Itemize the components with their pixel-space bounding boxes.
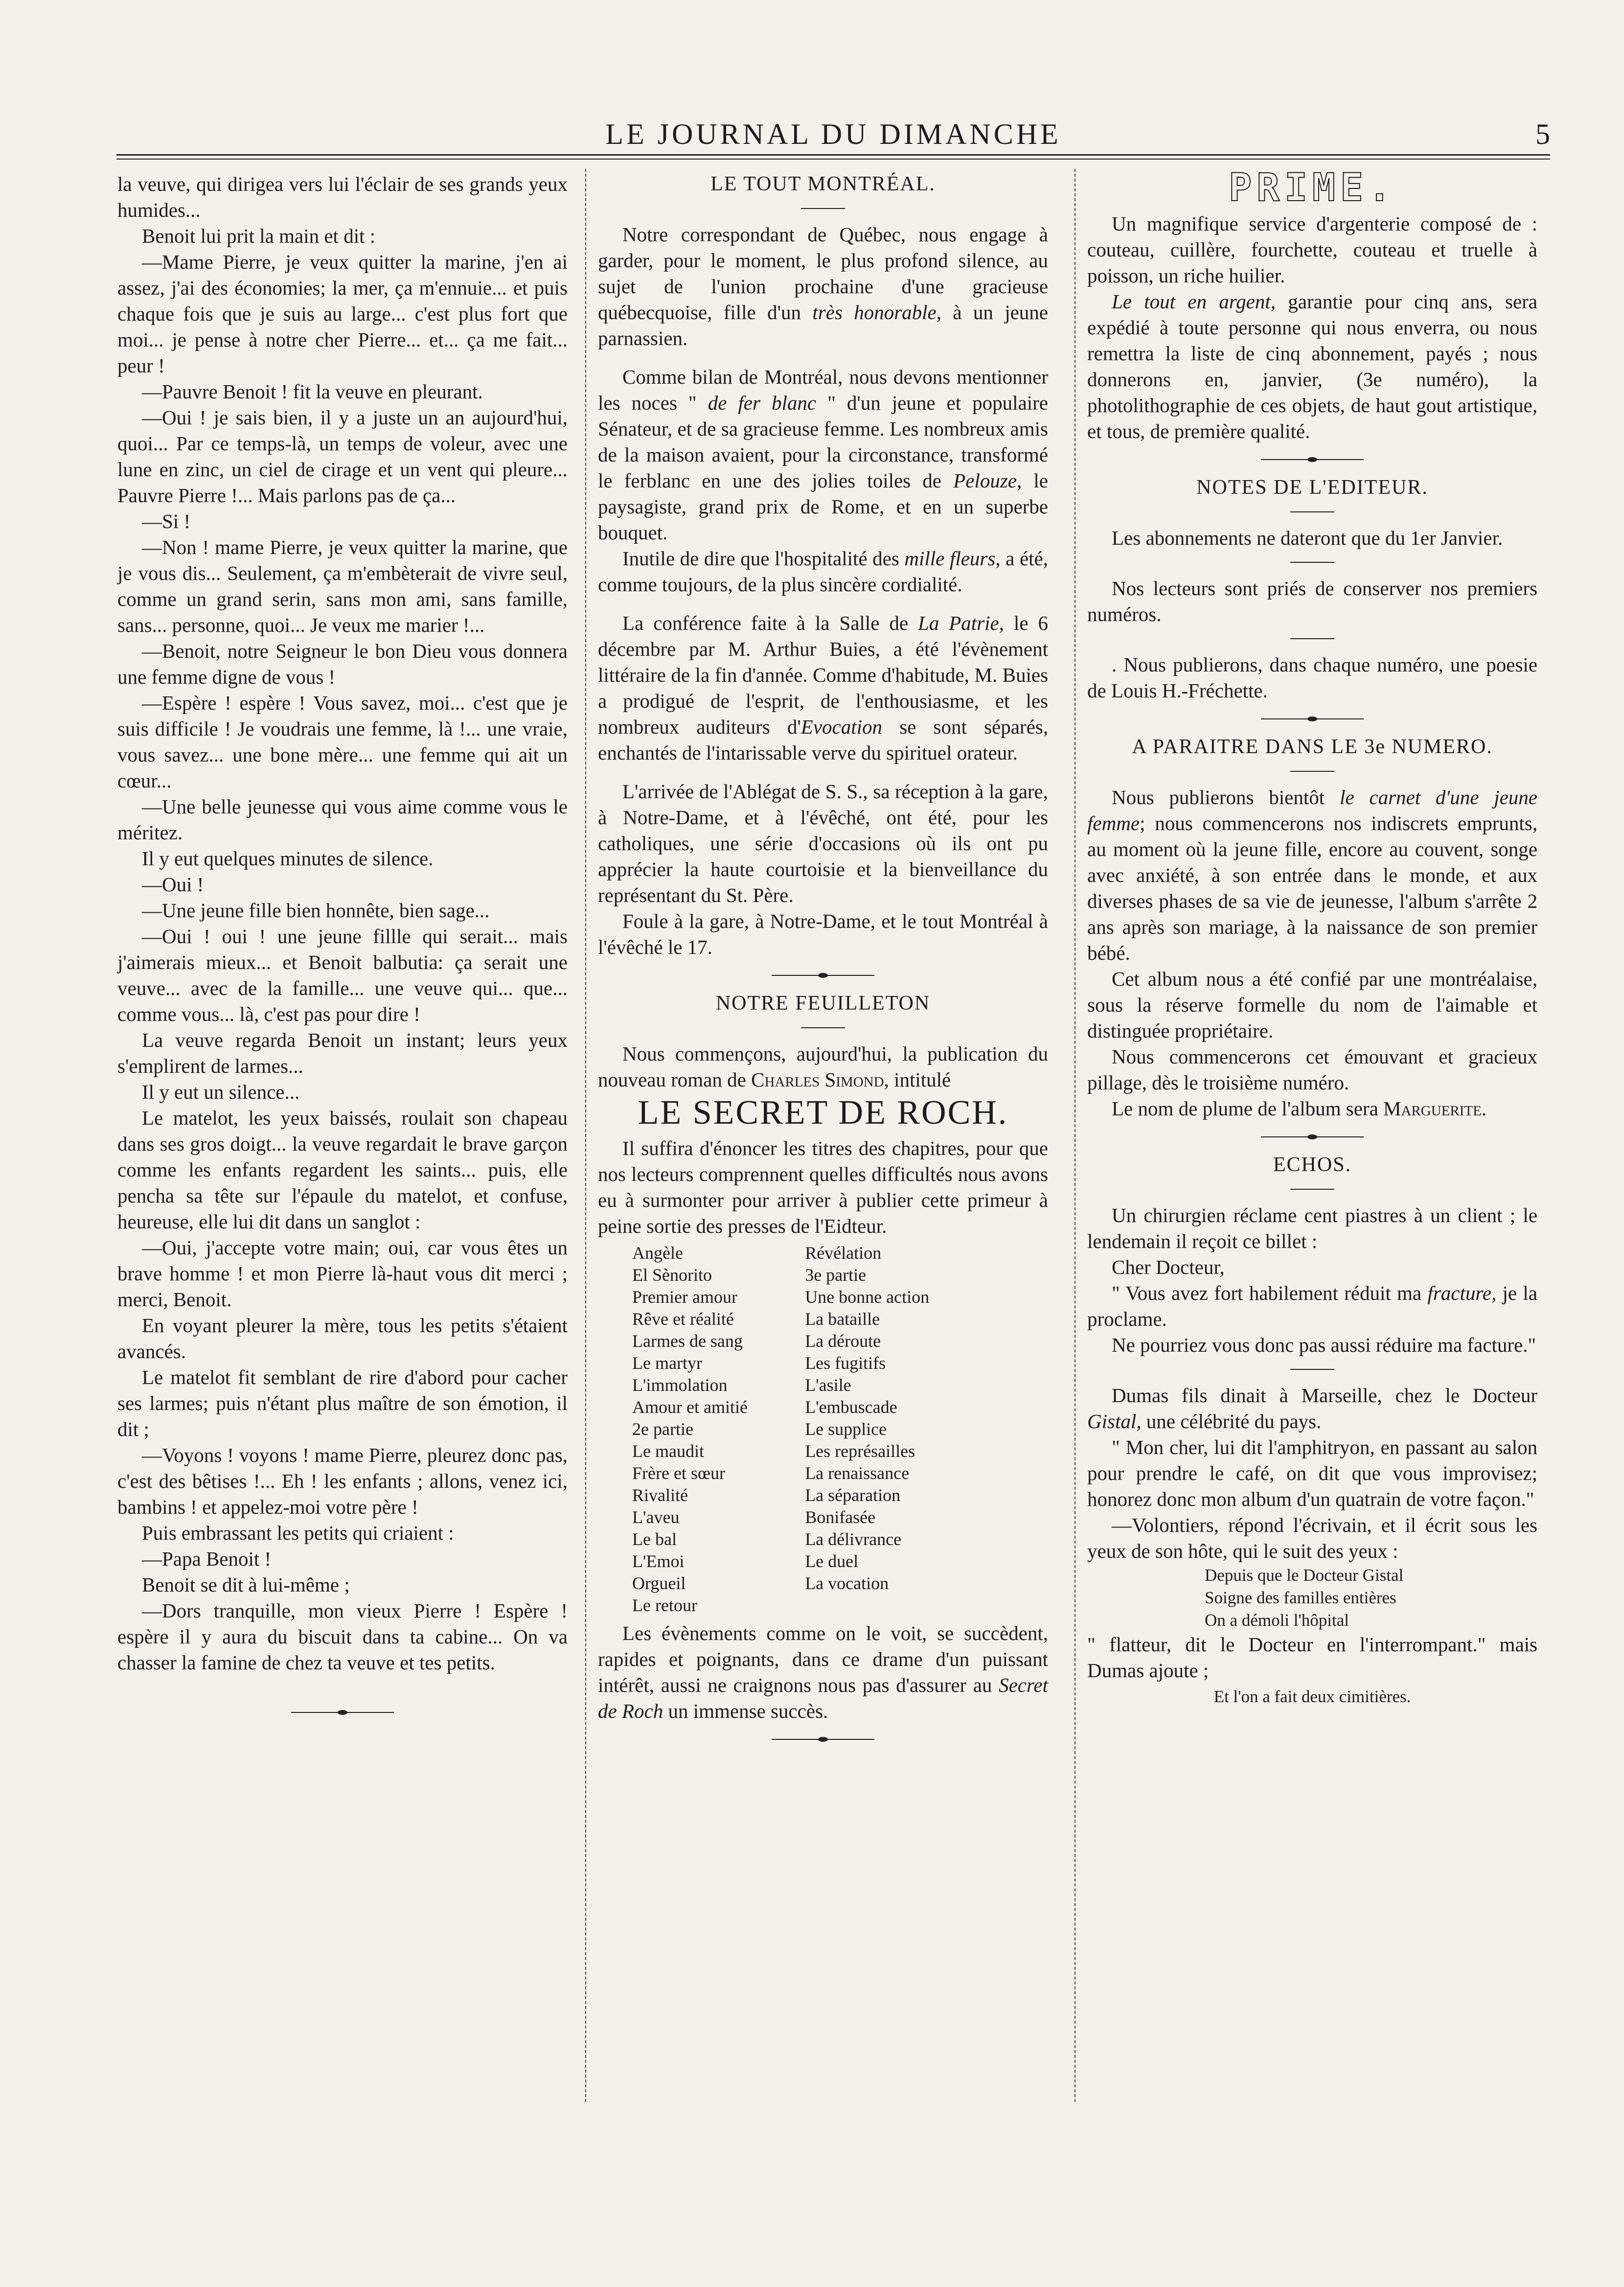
masthead bbox=[116, 117, 1550, 157]
chapter-title: La délivrance bbox=[805, 1529, 902, 1549]
paragraph: Un magnifique service d'argenterie composé de : couteau, cuillère, fourchette, couteau et truelle à poisson, un riche huilier. bbox=[1087, 212, 1537, 287]
paragraph: —Mame Pierre, je veux quitter la marine, j'en ai assez, j'ai des économies; la mer, ça m'ennuie... et puis chaque fois que je suis au large... c'est plus fort que moi... je pense à notre cher Pierre... et... ça me fait... peur ! bbox=[117, 251, 568, 377]
paragraph: Dumas fils dinait à Marseille, chez le Docteur Gistal, une célébrité du pays. bbox=[1087, 1384, 1537, 1432]
paragraph: Notre correspondant de Québec, nous engage à garder, pour le moment, le plus profond silence, au sujet de l'union prochaine d'une gracieuse québecquoise, fille d'un très honorable, à un jeune parnassien. bbox=[598, 223, 1048, 349]
paragraph: —Voyons ! voyons ! mame Pierre, pleurez donc pas, c'est des bêtises !... Eh ! les enfants ; allons, venez ici, bambins ! et appelez-moi votre père ! bbox=[117, 1444, 568, 1518]
chapter-title: Frère et sœur bbox=[632, 1463, 725, 1483]
paragraph: Inutile de dire que l'hospitalité des mille fleurs, a été, comme toujours, de la plus sincère cordialité. bbox=[598, 547, 1048, 596]
paragraph: Il y eut quelques minutes de silence. bbox=[142, 847, 434, 870]
section-heading-notes: NOTES DE L'EDITEUR. bbox=[1196, 476, 1428, 499]
chapter-row bbox=[598, 1528, 1048, 1550]
paragraph: —Non ! mame Pierre, je veux quitter la marine, que je vous dis... Seulement, ça m'embèterait de vivre seul, comme un grand serin, sans mon ami, sans famille, sans... personne, quoi... Je veux me marier !... bbox=[117, 536, 568, 636]
paragraph: —Dors tranquille, mon vieux Pierre ! Espère ! espère il y aura du biscuit dans ta cabine... On va chasser la famine de chez ta veuve et tes petits. bbox=[117, 1599, 568, 1674]
chapter-title: Les représailles bbox=[805, 1441, 915, 1461]
paragraph: —Pauvre Benoit ! fit la veuve en pleurant. bbox=[142, 380, 483, 403]
paragraph: —Benoit, notre Seigneur le bon Dieu vous donnera une femme digne de vous ! bbox=[117, 640, 568, 688]
paragraph: —Oui ! bbox=[142, 873, 204, 896]
chapter-row bbox=[598, 1440, 1048, 1462]
chapter-title: La renaissance bbox=[805, 1463, 910, 1483]
ornament-divider bbox=[1261, 1134, 1364, 1139]
chapter-title: Rivalité bbox=[632, 1485, 688, 1505]
chapter-row bbox=[598, 1506, 1048, 1528]
paragraph: Benoit se dit à lui-même ; bbox=[142, 1573, 350, 1596]
paragraph: Nos lecteurs sont priés de conserver nos premiers numéros. bbox=[1087, 577, 1537, 625]
chapter-title: Angèle bbox=[632, 1243, 683, 1263]
paragraph: —Volontiers, répond l'écrivain, et il écrit sous les yeux de son hôte, qui le suit des yeux : bbox=[1087, 1514, 1537, 1562]
chapter-row bbox=[598, 1286, 1048, 1308]
paragraph: Nous commencerons cet émouvant et gracieux pillage, dès le troisième numéro. bbox=[1087, 1045, 1537, 1094]
chapter-title: Rêve et réalité bbox=[632, 1309, 734, 1329]
chapter-title: Le martyr bbox=[632, 1353, 702, 1373]
paragraph: . Nous publierons, dans chaque numéro, une poesie de Louis H.-Fréchette. bbox=[1087, 653, 1537, 702]
chapter-title bbox=[805, 1594, 1048, 1617]
page-number: 5 bbox=[1535, 118, 1550, 150]
paragraph: —Oui ! je sais bien, il y a juste un an aujourd'hui, quoi... Par ce temps-là, un temps de voleur, avec une lune en zinc, un ciel de cirage et un vent qui pleure... Pauvre Pierre !... Mais parlons pas de ça... bbox=[117, 406, 568, 507]
chapter-title: L'aveu bbox=[632, 1507, 680, 1527]
paragraph: Cher Docteur, bbox=[1112, 1256, 1225, 1278]
chapter-row bbox=[598, 1594, 1048, 1617]
short-divider bbox=[801, 208, 845, 209]
paragraph: Les abonnements ne dateront que du 1er Janvier. bbox=[1112, 527, 1503, 549]
section-heading-feuilleton: NOTRE FEUILLETON bbox=[715, 992, 931, 1015]
chapter-title: El Sènorito bbox=[632, 1265, 712, 1285]
paragraph: Il suffira d'énoncer les titres des chapitres, pour que nos lecteurs comprennent quelles difficultés nous avons eu à surmonter pour arriver à publier cette primeur à peine sortie des presses de l'Eidteur. bbox=[598, 1137, 1048, 1237]
ornament-divider bbox=[1261, 457, 1364, 462]
chapter-title: L'asile bbox=[805, 1375, 851, 1395]
short-divider bbox=[1290, 562, 1334, 563]
paragraph: Le matelot, les yeux baissés, roulait son chapeau dans ses gros doigt... la veuve regardait le brave garçon comme les enfants regardent les saints... puis, elle pencha sa tête sur l'épaule du matelot, et confuse, heureuse, elle lui dit dans un sanglot : bbox=[117, 1107, 568, 1233]
paragraph: " Vous avez fort habilement réduit ma fracture, je la proclame. bbox=[1087, 1282, 1537, 1330]
chapter-row bbox=[598, 1242, 1048, 1264]
prime-heading: PRIME. bbox=[1229, 166, 1396, 210]
chapter-title: 3e partie bbox=[805, 1265, 867, 1285]
chapter-title: La séparation bbox=[805, 1485, 901, 1505]
chapter-title: Le duel bbox=[805, 1551, 859, 1571]
paragraph: Le nom de plume de l'album sera Marguerite. bbox=[1112, 1097, 1487, 1120]
chapter-title: L'Emoi bbox=[632, 1551, 685, 1571]
header-rule bbox=[116, 154, 1550, 160]
paragraph: " Mon cher, lui dit l'amphitryon, en passant au salon pour prendre le café, on dit que vous improvisez; honorez donc mon album d'un quatrain de votre façon." bbox=[1087, 1436, 1537, 1510]
paragraph: " flatteur, dit le Docteur en l'interrompant." mais Dumas ajoute ; bbox=[1087, 1633, 1537, 1682]
chapter-row bbox=[598, 1572, 1048, 1594]
paragraph: la veuve, qui dirigea vers lui l'éclair de ses grands yeux humides... bbox=[117, 173, 568, 221]
chapter-title: Amour et amitié bbox=[632, 1397, 748, 1417]
verse-line: On a démoli l'hôpital bbox=[1205, 1611, 1350, 1630]
column-prime-notes-echos bbox=[1087, 166, 1537, 1709]
chapter-title: La vocation bbox=[805, 1573, 889, 1593]
paragraph: Benoit lui prit la main et dit : bbox=[142, 225, 376, 247]
paragraph: Cet album nous a été confié par une montréalaise, sous la réserve formelle du nom de l'aimable et distinguée propriétaire. bbox=[1087, 968, 1537, 1042]
chapter-title: Orgueil bbox=[632, 1573, 686, 1593]
paragraph: —Une belle jeunesse qui vous aime comme vous le méritez. bbox=[117, 795, 568, 844]
chapter-title: L'embuscade bbox=[805, 1397, 897, 1417]
chapter-row bbox=[598, 1352, 1048, 1374]
ornament-divider bbox=[772, 1737, 874, 1742]
short-divider bbox=[1290, 1369, 1334, 1370]
chapter-title: La bataille bbox=[805, 1309, 880, 1329]
paragraph: Comme bilan de Montréal, nous devons mentionner les noces " de fer blanc " d'un jeune et populaire Sénateur, et de sa gracieuse femme. Les nombreux amis de la maison avaient, pour la circonstance, transformé le ferblanc en une des jolies toiles de Pelouze, le paysagiste, grand prix de Rome, et en un superbe bouquet. bbox=[598, 366, 1048, 544]
short-divider bbox=[801, 1027, 845, 1028]
chapter-list bbox=[598, 1242, 1048, 1617]
short-divider bbox=[1290, 638, 1334, 639]
chapter-title: Le bal bbox=[632, 1529, 677, 1549]
chapter-title: 2e partie bbox=[632, 1419, 693, 1439]
verse-line: Soigne des familles entières bbox=[1205, 1588, 1396, 1607]
paragraph: Nous commençons, aujourd'hui, la publication du nouveau roman de Charles Simond, intitulé bbox=[598, 1042, 1048, 1091]
paragraph: Ne pourriez vous donc pas aussi réduire ma facture." bbox=[1112, 1334, 1536, 1356]
section-heading-echos: ECHOS. bbox=[1273, 1154, 1352, 1176]
ornament-divider bbox=[772, 973, 874, 978]
section-heading-paraitre: A PARAITRE DANS LE 3e NUMERO. bbox=[1132, 736, 1493, 758]
paragraph: Le tout en argent, garantie pour cinq ans, sera expédié à toute personne qui nous enverra, ou nous remettra la liste de cinq abonnement, payés ; nous donnerons en, janvier, (3e numéro), la photolithographie de ces objets, de haut gout artistique, et tous, de première qualité. bbox=[1087, 290, 1537, 442]
chapter-row bbox=[598, 1396, 1048, 1418]
paragraph: En voyant pleurer la mère, tous les petits s'étaient avancés. bbox=[117, 1314, 568, 1363]
chapter-title: La déroute bbox=[805, 1331, 881, 1351]
chapter-title: L'immolation bbox=[632, 1375, 728, 1395]
chapter-row bbox=[598, 1330, 1048, 1352]
paragraph: Puis embrassant les petits qui criaient : bbox=[142, 1522, 454, 1544]
chapter-row bbox=[598, 1462, 1048, 1484]
chapter-row bbox=[598, 1374, 1048, 1396]
newspaper-title: LE JOURNAL DU DIMANCHE bbox=[605, 118, 1061, 150]
paragraph: Un chirurgien réclame cent piastres à un client ; le lendemain il reçoit ce billet : bbox=[1087, 1204, 1537, 1252]
short-divider bbox=[1290, 771, 1334, 772]
chapter-title: Premier amour bbox=[632, 1287, 737, 1307]
serial-novel-title: LE SECRET DE ROCH. bbox=[638, 1094, 1008, 1132]
paragraph: Les évènements comme on le voit, se succèdent, rapides et poignants, dans ce drame d'un puissant intérêt, aussi ne craignons nous pas d'assurer au Secret de Roch un immense succès. bbox=[598, 1622, 1048, 1722]
paragraph: —Oui, j'accepte votre main; oui, car vous êtes un brave homme ! et mon Pierre là-haut vous dit merci ; merci, Benoit. bbox=[117, 1236, 568, 1311]
chapter-title: Le retour bbox=[632, 1595, 697, 1615]
chapter-title: Le supplice bbox=[805, 1419, 887, 1439]
verse-line: Depuis que le Docteur Gistal bbox=[1205, 1566, 1404, 1585]
paragraph: La conférence faite à la Salle de La Patrie, le 6 décembre par M. Arthur Buies, a été l'évènement littéraire de la fin d'année. Comme d'habitude, M. Buies a prodigué de l'esprit, de l'enthousiasme, et les nombreux auditeurs d'Evocation se sont séparés, enchantés de l'intarissable verve du spirituel orateur. bbox=[598, 612, 1048, 764]
chapter-row bbox=[598, 1484, 1048, 1506]
paragraph: —Papa Benoit ! bbox=[142, 1548, 272, 1570]
chapter-title: Le maudit bbox=[632, 1441, 704, 1461]
chapter-title: Larmes de sang bbox=[632, 1331, 743, 1351]
chapter-row bbox=[598, 1418, 1048, 1440]
paragraph: Nous publierons bientôt le carnet d'une jeune femme; nous commencerons nos indiscrets emprunts, au moment où la jeune fille, encore au couvent, songe avec anxiété, à son entrée dans le monde, et aux diverses phases de sa vie de jeunesse, l'album s'arrête 2 ans après son mariage, à la naissance de son premier bébé. bbox=[1087, 786, 1537, 964]
chapter-title: Révélation bbox=[805, 1243, 882, 1263]
ornament-divider bbox=[1261, 716, 1364, 721]
chapter-row bbox=[598, 1308, 1048, 1330]
short-divider bbox=[1290, 511, 1334, 512]
chapter-title: Bonifasée bbox=[805, 1507, 876, 1527]
column-divider bbox=[585, 169, 586, 2102]
paragraph: —Une jeune fille bien honnête, bien sage... bbox=[142, 899, 490, 922]
chapter-row bbox=[598, 1264, 1048, 1286]
paragraph: Le matelot fit semblant de rire d'abord pour cacher ses larmes; puis n'étant plus maître de son émotion, il dit ; bbox=[117, 1366, 568, 1440]
short-divider bbox=[1290, 1189, 1334, 1190]
paragraph: —Espère ! espère ! Vous savez, moi... c'est que je suis difficile ! Je voudrais une femme, là !... une vraie, vous savez... une bone mère... une femme qui ait un cœur... bbox=[117, 692, 568, 792]
column-story-ending bbox=[117, 171, 568, 1728]
paragraph: L'arrivée de l'Ablégat de S. S., sa réception à la gare, à Notre-Dame, et à l'évêché, ont été, pour les catholiques, une série d'occasions où ils ont pu apprécier la haute courtoisie et la bienveillance du représentant du St. Père. bbox=[598, 780, 1048, 906]
paragraph: La veuve regarda Benoit un instant; leurs yeux s'emplirent de larmes... bbox=[117, 1029, 568, 1077]
column-tout-montreal bbox=[598, 171, 1048, 1755]
chapter-title: Une bonne action bbox=[805, 1287, 930, 1307]
paragraph: —Oui ! oui ! une jeune fillle qui serait... mais j'aimerais mieux... et Benoit balbutia: ça serait une veuve... avec de la famille... une veuve qui... que... comme vous... là, c'est pas pour dire ! bbox=[117, 925, 568, 1025]
paragraph: Il y eut un silence... bbox=[142, 1081, 300, 1103]
paragraph: —Si ! bbox=[142, 510, 191, 532]
chapter-title: Les fugitifs bbox=[805, 1353, 886, 1373]
paragraph: Foule à la gare, à Notre-Dame, et le tout Montréal à l'évêché le 17. bbox=[598, 910, 1048, 958]
verse-line: Et l'on a fait deux cimitières. bbox=[1213, 1687, 1411, 1706]
ornament-divider bbox=[291, 1710, 394, 1715]
chapter-row bbox=[598, 1550, 1048, 1572]
section-heading-tout-montreal: LE TOUT MONTRÉAL. bbox=[710, 173, 936, 195]
